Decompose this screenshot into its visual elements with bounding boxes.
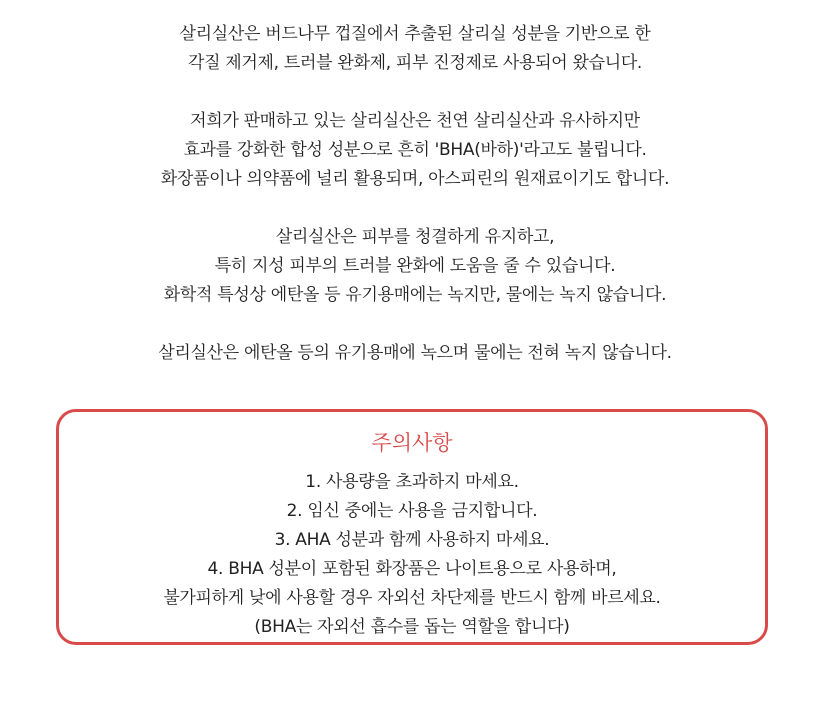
caution-item: 불가피하게 낮에 사용할 경우 자외선 차단제를 반드시 함께 바르세요. — [163, 588, 661, 608]
caution-box — [56, 409, 768, 645]
text-line: 저희가 판매하고 있는 살리실산은 천연 살리실산과 유사하지만 — [190, 111, 640, 131]
text-line: 살리실산은 버드나무 껍질에서 추출된 살리실 성분을 기반으로 한 — [179, 24, 651, 44]
text-line: 효과를 강화한 합성 성분으로 흔히 'BHA(바하)'라고도 불립니다. — [183, 140, 647, 160]
text-line: 화학적 특성상 에탄올 등 유기용매에는 녹지만, 물에는 녹지 않습니다. — [163, 285, 667, 305]
caution-item: 2. 임신 중에는 사용을 금지합니다. — [286, 501, 538, 521]
caution-item: 3. AHA 성분과 함께 사용하지 마세요. — [274, 530, 550, 550]
caution-list — [59, 468, 765, 642]
paragraph-origin — [0, 20, 830, 78]
paragraph-gap — [0, 78, 830, 107]
text-line: 화장품이나 의약품에 널리 활용되며, 아스피린의 원재료이기도 합니다. — [160, 169, 670, 189]
text-line: 각질 제거제, 트러블 완화제, 피부 진정제로 사용되어 왔습니다. — [187, 53, 643, 73]
caution-item: 1. 사용량을 초과하지 마세요. — [305, 472, 519, 492]
paragraph-product — [0, 107, 830, 194]
description-section — [0, 20, 830, 368]
caution-item: (BHA는 자외선 흡수를 돕는 역할을 합니다) — [254, 617, 570, 637]
caution-title: 주의사항 — [371, 431, 453, 455]
paragraph-gap — [0, 310, 830, 339]
paragraph-solubility — [0, 339, 830, 368]
paragraph-gap — [0, 194, 830, 223]
text-line: 특히 지성 피부의 트러블 완화에 도움을 줄 수 있습니다. — [214, 256, 616, 276]
text-line: 살리실산은 피부를 청결하게 유지하고, — [275, 227, 555, 247]
text-line: 살리실산은 에탄올 등의 유기용매에 녹으며 물에는 전혀 녹지 않습니다. — [158, 343, 672, 363]
paragraph-effect — [0, 223, 830, 310]
caution-item: 4. BHA 성분이 포함된 화장품은 나이트용으로 사용하며, — [207, 559, 617, 579]
